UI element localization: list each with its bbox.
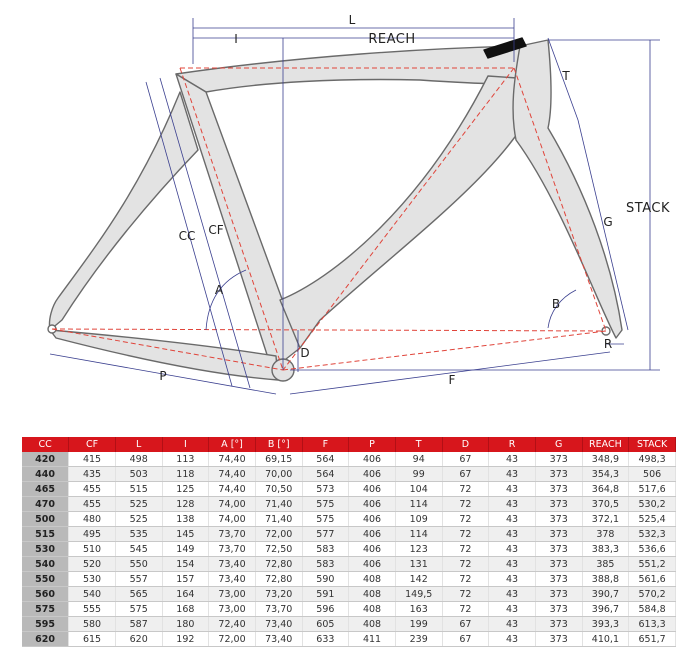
table-cell: 495 xyxy=(69,527,116,542)
table-row xyxy=(22,617,676,632)
table-cell: 67 xyxy=(442,617,489,632)
table-cell: 364,8 xyxy=(582,482,629,497)
table-cell: 72,80 xyxy=(255,557,302,572)
table-row xyxy=(22,632,676,647)
table-cell: 455 xyxy=(69,482,116,497)
table-cell: 69,15 xyxy=(255,452,302,467)
table-cell: 99 xyxy=(395,467,442,482)
table-cell: 550 xyxy=(115,557,162,572)
table-cell: 372,1 xyxy=(582,512,629,527)
table-cell: 113 xyxy=(162,452,209,467)
label-p: P xyxy=(159,369,167,383)
table-cell: 557 xyxy=(115,572,162,587)
table-cell: 109 xyxy=(395,512,442,527)
table-cell: 70,50 xyxy=(255,482,302,497)
table-cell: 620 xyxy=(115,632,162,647)
table-row xyxy=(22,542,676,557)
label-cc: CC xyxy=(178,229,196,243)
table-cell: 406 xyxy=(349,527,396,542)
table-cell: 164 xyxy=(162,587,209,602)
table-cell: 73,00 xyxy=(209,587,256,602)
label-a: A xyxy=(214,283,224,297)
table-cell: 406 xyxy=(349,452,396,467)
table-cell: 43 xyxy=(489,527,536,542)
table-cell: 503 xyxy=(115,467,162,482)
table-cell: 575 xyxy=(302,497,349,512)
table-cell: 410,1 xyxy=(582,632,629,647)
header-reach: REACH xyxy=(582,437,629,452)
size-cell: 550 xyxy=(22,572,69,587)
table-cell: 168 xyxy=(162,602,209,617)
table-cell: 498,3 xyxy=(629,452,676,467)
table-cell: 506 xyxy=(629,467,676,482)
table-cell: 564 xyxy=(302,452,349,467)
table-cell: 373 xyxy=(535,572,582,587)
table-cell: 633 xyxy=(302,632,349,647)
label-t: T xyxy=(562,69,570,83)
table-cell: 373 xyxy=(535,617,582,632)
table-cell: 43 xyxy=(489,467,536,482)
table-cell: 192 xyxy=(162,632,209,647)
table-cell: 580 xyxy=(69,617,116,632)
seat-stay xyxy=(49,92,198,330)
table-cell: 587 xyxy=(115,617,162,632)
table-cell: 408 xyxy=(349,572,396,587)
table-cell: 118 xyxy=(162,467,209,482)
table-cell: 583 xyxy=(302,542,349,557)
table-cell: 525,4 xyxy=(629,512,676,527)
header-p: P xyxy=(349,437,396,452)
table-cell: 651,7 xyxy=(629,632,676,647)
table-cell: 373 xyxy=(535,512,582,527)
size-cell: 515 xyxy=(22,527,69,542)
size-cell: 575 xyxy=(22,602,69,617)
size-cell: 465 xyxy=(22,482,69,497)
table-cell: 123 xyxy=(395,542,442,557)
table-cell: 145 xyxy=(162,527,209,542)
table-cell: 515 xyxy=(115,482,162,497)
table-row xyxy=(22,602,676,617)
table-cell: 348,9 xyxy=(582,452,629,467)
table-cell: 510 xyxy=(69,542,116,557)
table-cell: 354,3 xyxy=(582,467,629,482)
table-cell: 43 xyxy=(489,557,536,572)
table-cell: 455 xyxy=(69,497,116,512)
header-l: L xyxy=(115,437,162,452)
table-cell: 520 xyxy=(69,557,116,572)
table-cell: 406 xyxy=(349,542,396,557)
table-cell: 373 xyxy=(535,467,582,482)
table-cell: 373 xyxy=(535,452,582,467)
size-cell: 540 xyxy=(22,557,69,572)
table-cell: 411 xyxy=(349,632,396,647)
table-cell: 43 xyxy=(489,632,536,647)
table-row xyxy=(22,512,676,527)
head-tube-fork xyxy=(513,40,622,338)
label-stack: STACK xyxy=(626,201,670,216)
table-cell: 373 xyxy=(535,497,582,512)
table-cell: 613,3 xyxy=(629,617,676,632)
table-cell: 70,00 xyxy=(255,467,302,482)
table-cell: 530,2 xyxy=(629,497,676,512)
table-cell: 149 xyxy=(162,542,209,557)
table-cell: 373 xyxy=(535,527,582,542)
table-cell: 43 xyxy=(489,512,536,527)
table-cell: 388,8 xyxy=(582,572,629,587)
table-cell: 532,3 xyxy=(629,527,676,542)
table-cell: 73,70 xyxy=(255,602,302,617)
header-stack: STACK xyxy=(629,437,676,452)
table-cell: 180 xyxy=(162,617,209,632)
table-cell: 43 xyxy=(489,587,536,602)
header-d: D xyxy=(442,437,489,452)
table-cell: 74,40 xyxy=(209,482,256,497)
label-g: G xyxy=(603,215,613,229)
geometry-table xyxy=(22,437,676,647)
table-cell: 71,40 xyxy=(255,497,302,512)
label-i: I xyxy=(234,32,238,46)
table-cell: 43 xyxy=(489,497,536,512)
table-cell: 71,40 xyxy=(255,512,302,527)
size-cell: 440 xyxy=(22,467,69,482)
header-t: T xyxy=(395,437,442,452)
table-cell: 73,70 xyxy=(209,527,256,542)
table-cell: 67 xyxy=(442,467,489,482)
table-cell: 536,6 xyxy=(629,542,676,557)
table-cell: 114 xyxy=(395,497,442,512)
table-cell: 149,5 xyxy=(395,587,442,602)
table-cell: 370,5 xyxy=(582,497,629,512)
header-r: R xyxy=(489,437,536,452)
table-cell: 596 xyxy=(302,602,349,617)
table-cell: 565 xyxy=(115,587,162,602)
table-cell: 43 xyxy=(489,617,536,632)
table-cell: 74,40 xyxy=(209,452,256,467)
table-cell: 535 xyxy=(115,527,162,542)
table-cell: 385 xyxy=(582,557,629,572)
header-f: F xyxy=(302,437,349,452)
table-row xyxy=(22,587,676,602)
table-cell: 408 xyxy=(349,617,396,632)
size-cell: 595 xyxy=(22,617,69,632)
table-cell: 373 xyxy=(535,542,582,557)
label-cf: CF xyxy=(208,223,224,237)
seat-tube xyxy=(176,74,300,370)
table-cell: 573 xyxy=(302,482,349,497)
table-cell: 74,40 xyxy=(209,467,256,482)
table-cell: 72 xyxy=(442,557,489,572)
table-cell: 72,80 xyxy=(255,572,302,587)
table-cell: 43 xyxy=(489,572,536,587)
table-cell: 575 xyxy=(115,602,162,617)
table-cell: 72,50 xyxy=(255,542,302,557)
table-cell: 43 xyxy=(489,452,536,467)
table-cell: 498 xyxy=(115,452,162,467)
table-cell: 72 xyxy=(442,542,489,557)
table-cell: 72 xyxy=(442,527,489,542)
header-i: I xyxy=(162,437,209,452)
table-cell: 530 xyxy=(69,572,116,587)
table-cell: 114 xyxy=(395,527,442,542)
table-cell: 43 xyxy=(489,602,536,617)
size-cell: 530 xyxy=(22,542,69,557)
table-row xyxy=(22,497,676,512)
table-cell: 575 xyxy=(302,512,349,527)
table-cell: 605 xyxy=(302,617,349,632)
table-cell: 540 xyxy=(69,587,116,602)
table-cell: 406 xyxy=(349,557,396,572)
table-cell: 577 xyxy=(302,527,349,542)
table-cell: 396,7 xyxy=(582,602,629,617)
table-row xyxy=(22,467,676,482)
table-cell: 408 xyxy=(349,587,396,602)
table-cell: 584,8 xyxy=(629,602,676,617)
table-row xyxy=(22,572,676,587)
table-cell: 583 xyxy=(302,557,349,572)
table-cell: 239 xyxy=(395,632,442,647)
label-f: F xyxy=(448,373,456,387)
table-cell: 73,00 xyxy=(209,602,256,617)
table-cell: 435 xyxy=(69,467,116,482)
table-row xyxy=(22,482,676,497)
table-cell: 373 xyxy=(535,587,582,602)
label-r: R xyxy=(603,337,613,351)
table-cell: 390,7 xyxy=(582,587,629,602)
table-cell: 480 xyxy=(69,512,116,527)
table-cell: 561,6 xyxy=(629,572,676,587)
table-cell: 383,3 xyxy=(582,542,629,557)
table-row xyxy=(22,452,676,467)
label-l: L xyxy=(348,13,356,27)
table-body xyxy=(22,452,676,647)
table-cell: 551,2 xyxy=(629,557,676,572)
table-cell: 415 xyxy=(69,452,116,467)
table-cell: 373 xyxy=(535,482,582,497)
table-cell: 72,40 xyxy=(209,617,256,632)
table-cell: 545 xyxy=(115,542,162,557)
table-cell: 615 xyxy=(69,632,116,647)
table-cell: 564 xyxy=(302,467,349,482)
table-cell: 378 xyxy=(582,527,629,542)
header-cf: CF xyxy=(69,437,116,452)
table-cell: 94 xyxy=(395,452,442,467)
table-cell: 104 xyxy=(395,482,442,497)
table-cell: 525 xyxy=(115,497,162,512)
table-header-row xyxy=(22,437,676,452)
table-cell: 142 xyxy=(395,572,442,587)
label-d: D xyxy=(300,346,310,360)
table-cell: 73,20 xyxy=(255,587,302,602)
table-cell: 72 xyxy=(442,587,489,602)
size-cell: 470 xyxy=(22,497,69,512)
down-tube xyxy=(280,76,546,348)
table-cell: 131 xyxy=(395,557,442,572)
table-cell: 72 xyxy=(442,572,489,587)
table-cell: 43 xyxy=(489,542,536,557)
table-cell: 73,40 xyxy=(255,632,302,647)
table-cell: 72 xyxy=(442,497,489,512)
table-cell: 406 xyxy=(349,497,396,512)
header-g: G xyxy=(535,437,582,452)
size-cell: 620 xyxy=(22,632,69,647)
table-cell: 590 xyxy=(302,572,349,587)
header-a: A [°] xyxy=(209,437,256,452)
table-cell: 555 xyxy=(69,602,116,617)
table-cell: 43 xyxy=(489,482,536,497)
table-cell: 406 xyxy=(349,482,396,497)
table-cell: 73,70 xyxy=(209,542,256,557)
table-cell: 406 xyxy=(349,467,396,482)
table-cell: 570,2 xyxy=(629,587,676,602)
table-cell: 73,40 xyxy=(209,572,256,587)
table-cell: 72,00 xyxy=(255,527,302,542)
table-cell: 373 xyxy=(535,602,582,617)
size-cell: 560 xyxy=(22,587,69,602)
table-cell: 72 xyxy=(442,602,489,617)
table-cell: 157 xyxy=(162,572,209,587)
table-cell: 72 xyxy=(442,512,489,527)
table-cell: 393,3 xyxy=(582,617,629,632)
table-cell: 373 xyxy=(535,632,582,647)
table-cell: 74,00 xyxy=(209,512,256,527)
table-cell: 138 xyxy=(162,512,209,527)
table-cell: 517,6 xyxy=(629,482,676,497)
table-cell: 154 xyxy=(162,557,209,572)
table-cell: 72,00 xyxy=(209,632,256,647)
table-cell: 163 xyxy=(395,602,442,617)
table-cell: 128 xyxy=(162,497,209,512)
size-cell: 420 xyxy=(22,452,69,467)
table-cell: 199 xyxy=(395,617,442,632)
table-cell: 67 xyxy=(442,632,489,647)
table-cell: 406 xyxy=(349,512,396,527)
label-reach: REACH xyxy=(368,32,416,47)
header-cc: CC xyxy=(22,437,69,452)
table-row xyxy=(22,527,676,542)
header-b: B [°] xyxy=(255,437,302,452)
table-cell: 74,00 xyxy=(209,497,256,512)
table-cell: 373 xyxy=(535,557,582,572)
size-cell: 500 xyxy=(22,512,69,527)
table-row xyxy=(22,557,676,572)
table-cell: 73,40 xyxy=(209,557,256,572)
table-cell: 525 xyxy=(115,512,162,527)
table-cell: 591 xyxy=(302,587,349,602)
table-cell: 408 xyxy=(349,602,396,617)
table-cell: 72 xyxy=(442,482,489,497)
label-b: B xyxy=(551,297,561,311)
table-cell: 67 xyxy=(442,452,489,467)
table-cell: 125 xyxy=(162,482,209,497)
table-cell: 73,40 xyxy=(255,617,302,632)
